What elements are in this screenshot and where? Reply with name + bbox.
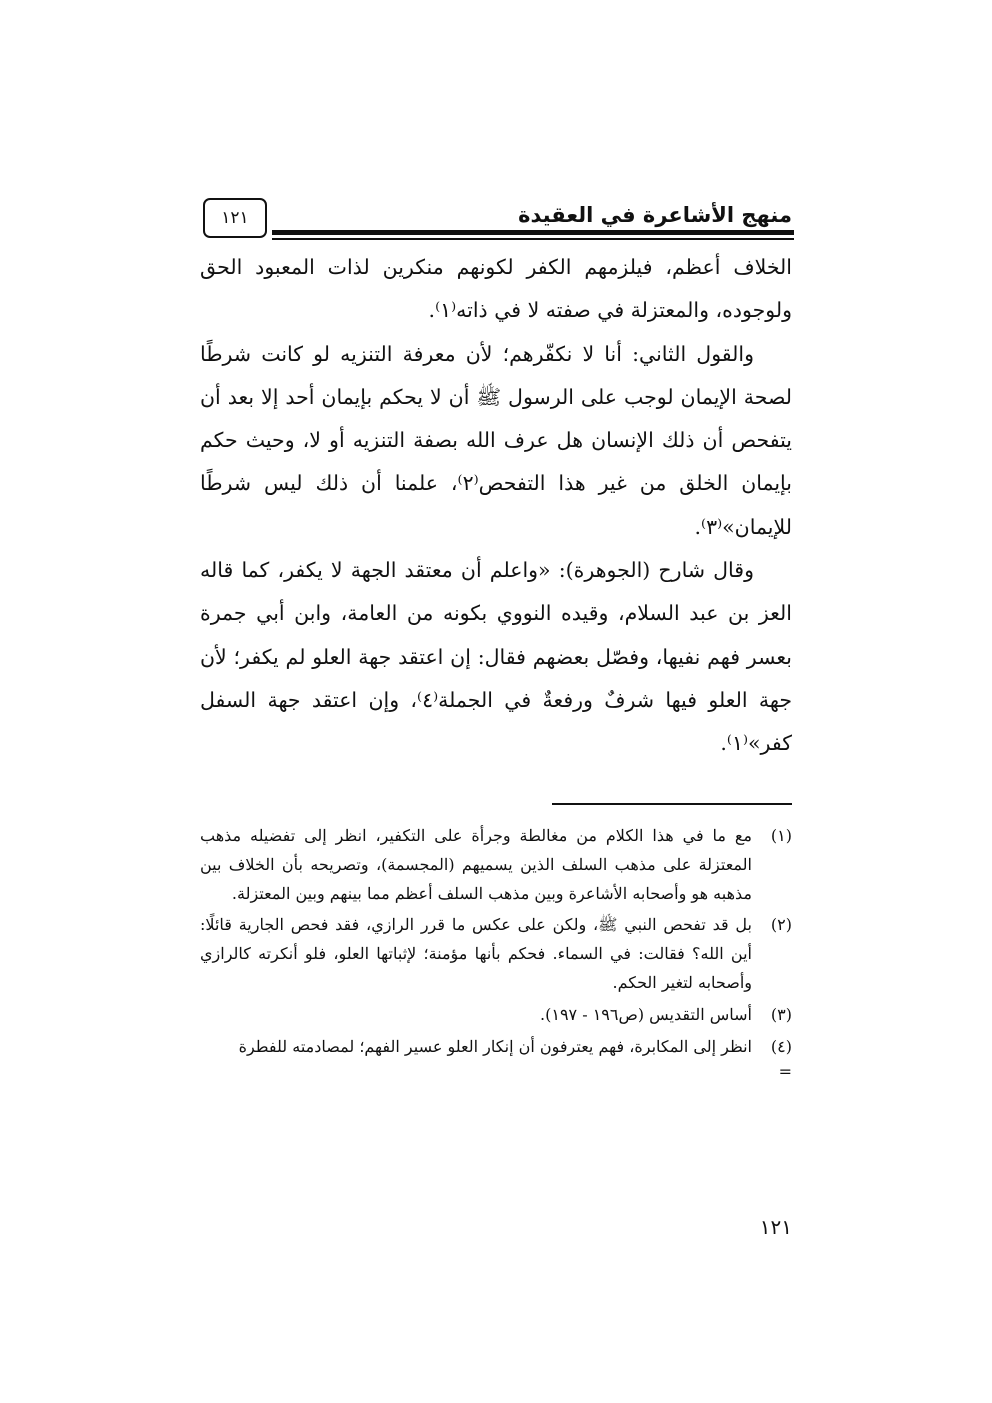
footnote-4 — [200, 1033, 792, 1062]
page-number: ١٢١ — [759, 1215, 792, 1239]
paragraph: والقول الثاني: أنا لا نكفّرهم؛ لأن معرفة التنزيه لو كانت شرطًا لصحة الإيمان لوجب على الرسول ﷺ أن لا يحكم بإيمان أحد إلا بعد أن يتفحص أن ذلك الإنسان هل عرف الله بصفة التنزيه أو لا، وحيث حكم بإيمان الخلق من غير هذا التفحص⁽٢⁾، علمنا أن ذلك ليس شرطًا للإيمان»⁽٣⁾. — [200, 341, 793, 539]
header-page-number-box: ١٢١ — [203, 198, 267, 238]
footnote-text: بل قد تفحص النبي ﷺ، ولكن على عكس ما قرر الرازي، فقد فحص الجارية قائلًا: أين الله؟ فقالت: في السماء. فحكم بأنها مؤمنة؛ لإثباتها العلو، فلو أنكرته كالرازي وأصحابه لتغير الحكم. — [200, 915, 752, 992]
footnote-number: (٣) — [770, 1004, 792, 1024]
footnote-number: (٢) — [770, 915, 792, 935]
footnotes — [200, 822, 792, 1080]
paragraph: وقال شارح (الجوهرة): «واعلم أن معتقد الجهة لا يكفر، كما قاله العز بن عبد السلام، وقيده النووي بكونه من العامة، وابن أبي جمرة بعسر فهم نفيها، وفصّل بعضهم فقال: إن اعتقد جهة العلو لم يكفر؛ لأن جهة العلو فيها شرفٌ ورفعةٌ في الجملة⁽٤⁾، وإن اعتقد جهة السفل كفر»⁽١⁾. — [200, 558, 792, 756]
footnote-3 — [200, 1001, 792, 1030]
footnote-1 — [200, 822, 792, 908]
footnote-number: (١) — [770, 826, 792, 845]
paragraph: الخلاف أعظم، فيلزمهم الكفر لكونهم منكرين لذات المعبود الحق ولوجوده، والمعتزلة في صفته لا في ذاته⁽١⁾. — [200, 255, 792, 323]
footnote-text: انظر إلى المكابرة، فهم يعترفون أن إنكار العلو عسير الفهم؛ لمصادمته للفطرة — [238, 1036, 752, 1056]
footnote-separator — [552, 803, 792, 805]
main-text — [200, 246, 792, 766]
header-rule — [272, 230, 794, 235]
footnote-text: مع ما في هذا الكلام من مغالطة وجرأة على التكفير، انظر إلى تفضيله مذهب المعتزلة على مذهب السلف الذين يسميهم (المجسمة)، وتصريحه بأن الخلاف بين مذهبه هو وأصحابه الأشاعرة وبين مذهب السلف أعظم مما بينهم وبين المعتزلة. — [200, 826, 752, 903]
footnote-2 — [200, 911, 792, 997]
running-title: منهج الأشاعرة في العقيدة — [518, 203, 792, 227]
footnote-continuation-mark: = — [778, 1062, 792, 1082]
footnote-number: (٤) — [770, 1036, 792, 1056]
footnote-text: أساس التقديس (ص١٩٦ - ١٩٧). — [540, 1004, 752, 1024]
header-rule-thin — [272, 238, 794, 240]
